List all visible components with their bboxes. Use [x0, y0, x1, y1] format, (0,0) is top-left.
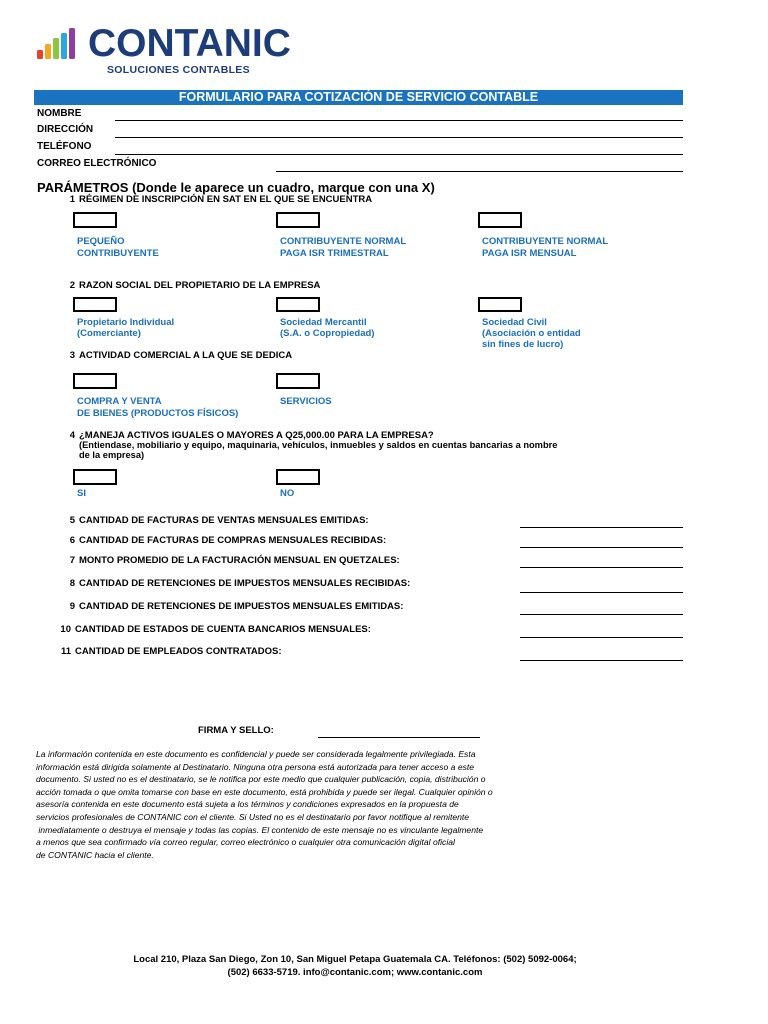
logo-bars-icon — [37, 28, 83, 60]
option-label: Sociedad Civil (Asociación o entidad sin fines de lucro) — [482, 317, 581, 350]
disclaimer: La información contenida en este documento es confidencial y puede ser considerada legalmente privilegiada. Esta información está dirigida solamente al Destinatario. Ninguna otra persona está autorizada para tener acceso a este documento. Si usted no es el destinatario, se le notifica por este medio que cualquier publicación, copia, distribución o acción tomada o que omita tomarse con base en este documento, está prohibida y puede ser ilegal. Cualquier opinión o asesoría contenida en este documento está sujeta a los términos y condiciones expresados en la propuesta de servicios profesionales de CONTANIC con el cliente. Si Usted no es el destinatario por favor notifique al remitente inmediatamente o destruya el mensaje y todas las copias. El contenido de este mensaje no es vinculante legalmente a menos que sea confirmado vía correo regular, correo electrónico o cualquier otra comunicación digital oficial de CONTANIC hacia el cliente. — [36, 749, 493, 860]
field-label-nombre: NOMBRE — [37, 108, 82, 119]
option-label: COMPRA Y VENTA DE BIENES (PRODUCTOS FÍSICOS) — [77, 396, 239, 419]
question-2: 2 RAZON SOCIAL DEL PROPIETARIO DE LA EMPRESA — [69, 280, 321, 291]
field-correo[interactable] — [276, 171, 683, 172]
checkbox-no[interactable] — [276, 469, 320, 485]
field-label-direccion: DIRECCIÓN — [37, 124, 94, 135]
option-label: PEQUEÑO CONTRIBUYENTE — [77, 236, 159, 259]
option-label: Propietario Individual (Comerciante) — [77, 317, 175, 339]
logo-wordmark: CONTANIC — [88, 22, 291, 65]
answer-field-5[interactable] — [520, 527, 683, 528]
signature-field[interactable] — [318, 737, 480, 738]
checkbox-si[interactable] — [73, 469, 117, 485]
checkbox-propietario-individual[interactable] — [73, 297, 117, 312]
logo-tagline: SOLUCIONES CONTABLES — [107, 64, 250, 76]
answer-field-9[interactable] — [520, 614, 683, 615]
question-1: 1 RÉGIMEN DE INSCRIPCIÓN EN SAT EN EL QUE SE ENCUENTRA — [69, 194, 373, 205]
question-9: 9 CANTIDAD DE RETENCIONES DE IMPUESTOS MENSUALES EMITIDAS: — [69, 601, 404, 612]
field-nombre[interactable] — [115, 120, 683, 121]
question-11: 11 CANTIDAD DE EMPLEADOS CONTRATADOS: — [60, 646, 282, 657]
answer-field-6[interactable] — [520, 547, 683, 548]
checkbox-contribuyente-trimestral[interactable] — [276, 212, 320, 228]
answer-field-8[interactable] — [520, 592, 683, 593]
field-direccion[interactable] — [115, 137, 683, 138]
field-label-correo: CORREO ELECTRÓNICO — [37, 158, 157, 169]
checkbox-compra-venta[interactable] — [73, 373, 117, 389]
footer-contact: Local 210, Plaza San Diego, Zon 10, San Miguel Petapa Guatemala CA. Teléfonos: (502) 5092-0064; (502) 6633-5719. info@contanic.com; www.contanic.com — [133, 954, 577, 978]
question-10: 10 CANTIDAD DE ESTADOS DE CUENTA BANCARIOS MENSUALES: — [60, 624, 371, 635]
question-7: 7 MONTO PROMEDIO DE LA FACTURACIÓN MENSUAL EN QUETZALES: — [69, 555, 400, 566]
answer-field-7[interactable] — [520, 567, 683, 568]
checkbox-contribuyente-mensual[interactable] — [478, 212, 522, 228]
question-4-subtext: (Entiendase, mobiliario y equipo, maquinaria, vehículos, inmuebles y saldos en cuentas bancarias a nombre de la empresa) — [79, 440, 558, 460]
signature-label: FIRMA Y SELLO: — [198, 725, 274, 736]
option-label: Sociedad Mercantil (S.A. o Copropiedad) — [280, 317, 375, 339]
option-label: CONTRIBUYENTE NORMAL PAGA ISR TRIMESTRAL — [280, 236, 407, 259]
checkbox-pequeno-contribuyente[interactable] — [73, 212, 117, 228]
question-4: 4 ¿MANEJA ACTIVOS IGUALES O MAYORES A Q25,000.00 PARA LA EMPRESA? — [69, 430, 434, 441]
parameters-heading: PARÁMETROS (Donde le aparece un cuadro, marque con una X) — [37, 180, 435, 195]
option-label: SERVICIOS — [280, 396, 332, 407]
checkbox-servicios[interactable] — [276, 373, 320, 389]
option-label: SI — [77, 488, 86, 499]
answer-field-10[interactable] — [520, 637, 683, 638]
question-5: 5 CANTIDAD DE FACTURAS DE VENTAS MENSUALES EMITIDAS: — [69, 515, 369, 526]
question-8: 8 CANTIDAD DE RETENCIONES DE IMPUESTOS MENSUALES RECIBIDAS: — [69, 578, 411, 589]
field-telefono[interactable] — [115, 154, 683, 155]
option-label: CONTRIBUYENTE NORMAL PAGA ISR MENSUAL — [482, 236, 609, 259]
question-6: 6 CANTIDAD DE FACTURAS DE COMPRAS MENSUALES RECIBIDAS: — [69, 535, 387, 546]
checkbox-sociedad-civil[interactable] — [478, 297, 522, 312]
form-title: FORMULARIO PARA COTIZACIÓN DE SERVICIO CONTABLE — [34, 90, 683, 105]
checkbox-sociedad-mercantil[interactable] — [276, 297, 320, 312]
field-label-telefono: TELÉFONO — [37, 141, 92, 152]
answer-field-11[interactable] — [520, 660, 683, 661]
option-label: NO — [280, 488, 295, 499]
question-3: 3 ACTIVIDAD COMERCIAL A LA QUE SE DEDICA — [69, 350, 293, 361]
